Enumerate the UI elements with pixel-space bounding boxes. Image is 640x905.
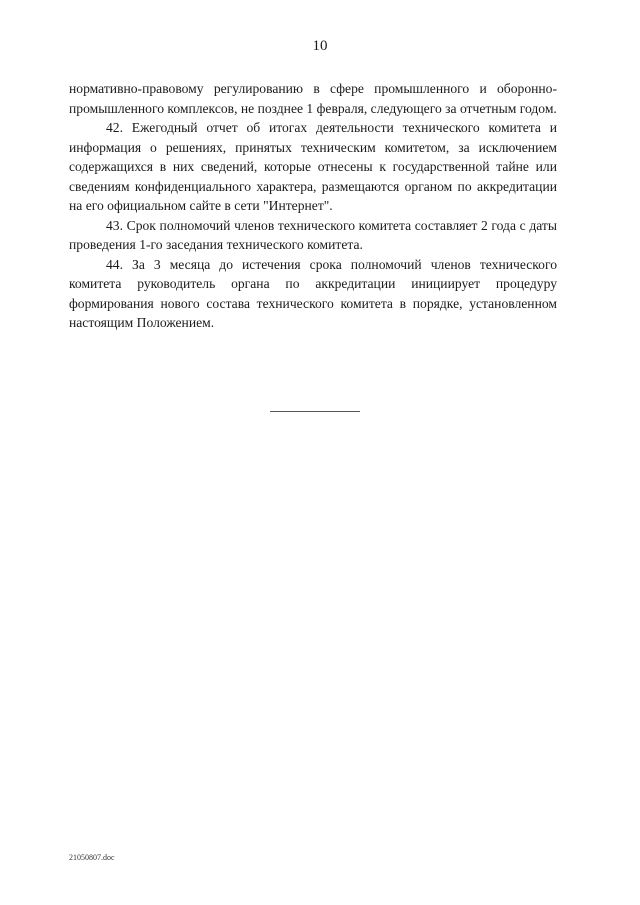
end-separator-line (270, 411, 360, 412)
paragraph-43: 43. Срок полномочий членов технического комитета составляет 2 года с даты проведения 1-го заседания технического комитета. (69, 217, 557, 252)
paragraph-44: 44. За 3 месяца до истечения срока полномочий членов технического комитета руководитель органа по аккредитации инициирует процедуру формирования нового состава технического комитета в порядке, установленном настоящим Положением. (69, 256, 557, 330)
document-body (69, 79, 557, 333)
footer-file-name: 21050807.doc (69, 853, 115, 862)
paragraph-continued: нормативно-правовому регулированию в сфере промышленного и оборонно-промышленного комплексов, не позднее 1 февраля, следующего за отчетным годом. (69, 81, 557, 116)
page-number: 10 (312, 38, 328, 54)
paragraph-42: 42. Ежегодный отчет об итогах деятельности технического комитета и информация о решениях, принятых техническим комитетом, за исключением содержащихся в них сведений, которые отнесены к государственной тайне или сведениям конфиденциального характера, размещаются органом по аккредитации на его официальном сайте в сети "Интернет". (69, 120, 557, 213)
